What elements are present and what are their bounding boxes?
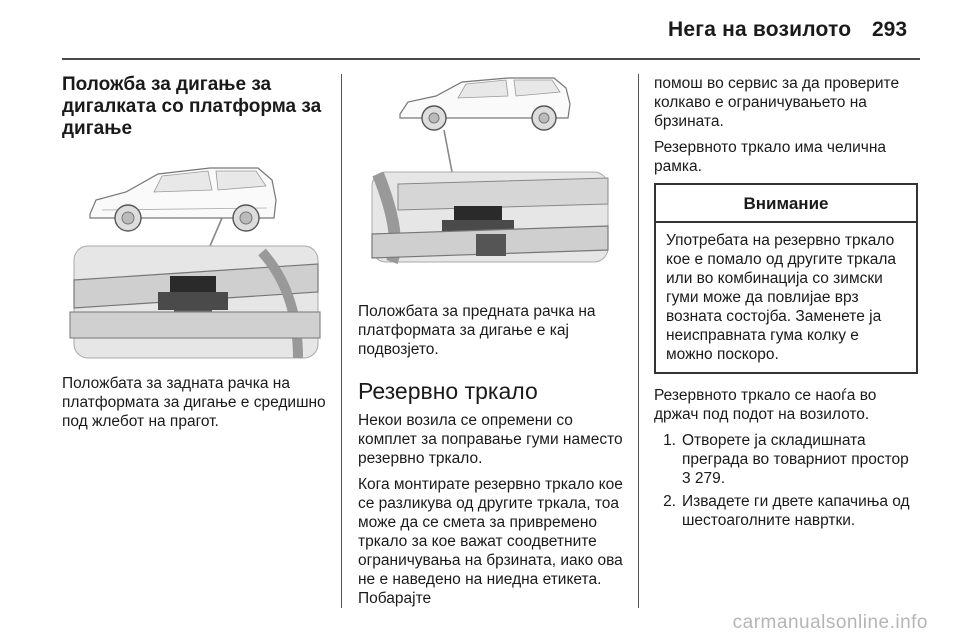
column-middle xyxy=(358,74,626,615)
column-divider xyxy=(341,74,342,608)
caution-box xyxy=(654,183,918,374)
header-rule xyxy=(62,58,920,60)
column-right xyxy=(654,74,922,534)
column-divider xyxy=(638,74,639,608)
step-number: 1. xyxy=(663,432,676,449)
rear-lift-point-figure xyxy=(62,152,330,360)
column-left xyxy=(62,74,330,431)
front-lift-point-figure xyxy=(358,74,626,264)
page-reference-link[interactable]: 3 279. xyxy=(682,470,726,487)
section-title: Положба за дигање за дигалката со платформа за дигање xyxy=(62,74,322,139)
list-item xyxy=(654,492,922,530)
caution-title: Внимание xyxy=(656,185,916,223)
front-lift-caption: Положбата за предната рачка на платформата за дигање е кај подвозјето. xyxy=(358,303,596,358)
steps-list xyxy=(654,431,922,530)
step-text: Извадете ги двете капачиња од шестоаголните навртки. xyxy=(682,493,910,529)
watermark: carmanualsonline.info xyxy=(732,612,928,633)
running-header-title: Нега на возилото xyxy=(668,18,852,41)
paragraph: Кога монтирате резервно тркало кое се разликува од другите тркала, тоа може да се смета за привремено тркало за кое важат соодветните ограничувања на брзината, иако ова не е наведено на ниедна етикета. Побарајте xyxy=(358,476,623,607)
paragraph: Некои возила се опремени со комплет за поправање гуми наместо резервно тркало. xyxy=(358,412,623,467)
paragraph: Резервното тркало се наоѓа во држач под подот на возилото. xyxy=(654,387,877,423)
step-text: Отворете ја складишната преграда во товарниот простор xyxy=(682,432,909,468)
paragraph: Резервното тркало има челична рамка. xyxy=(654,139,887,175)
list-item xyxy=(654,431,922,488)
paragraph: помош во сервис за да проверите колкаво е ограничувањето на брзината. xyxy=(654,75,900,130)
caution-text: Употребата на резервно тркало кое е помало од другите тркала или во комбинација со зимски гуми може да повлијае врз возната состојба. Заменете ја неисправната гума колку е можно поскоро. xyxy=(666,232,897,363)
page-number: 293 xyxy=(872,18,908,41)
step-number: 2. xyxy=(663,493,676,510)
spare-wheel-heading: Резервно тркало xyxy=(358,378,538,404)
rear-lift-caption: Положбата за задната рачка на платформата за дигање е средишно под жлебот на прагот. xyxy=(62,375,326,430)
